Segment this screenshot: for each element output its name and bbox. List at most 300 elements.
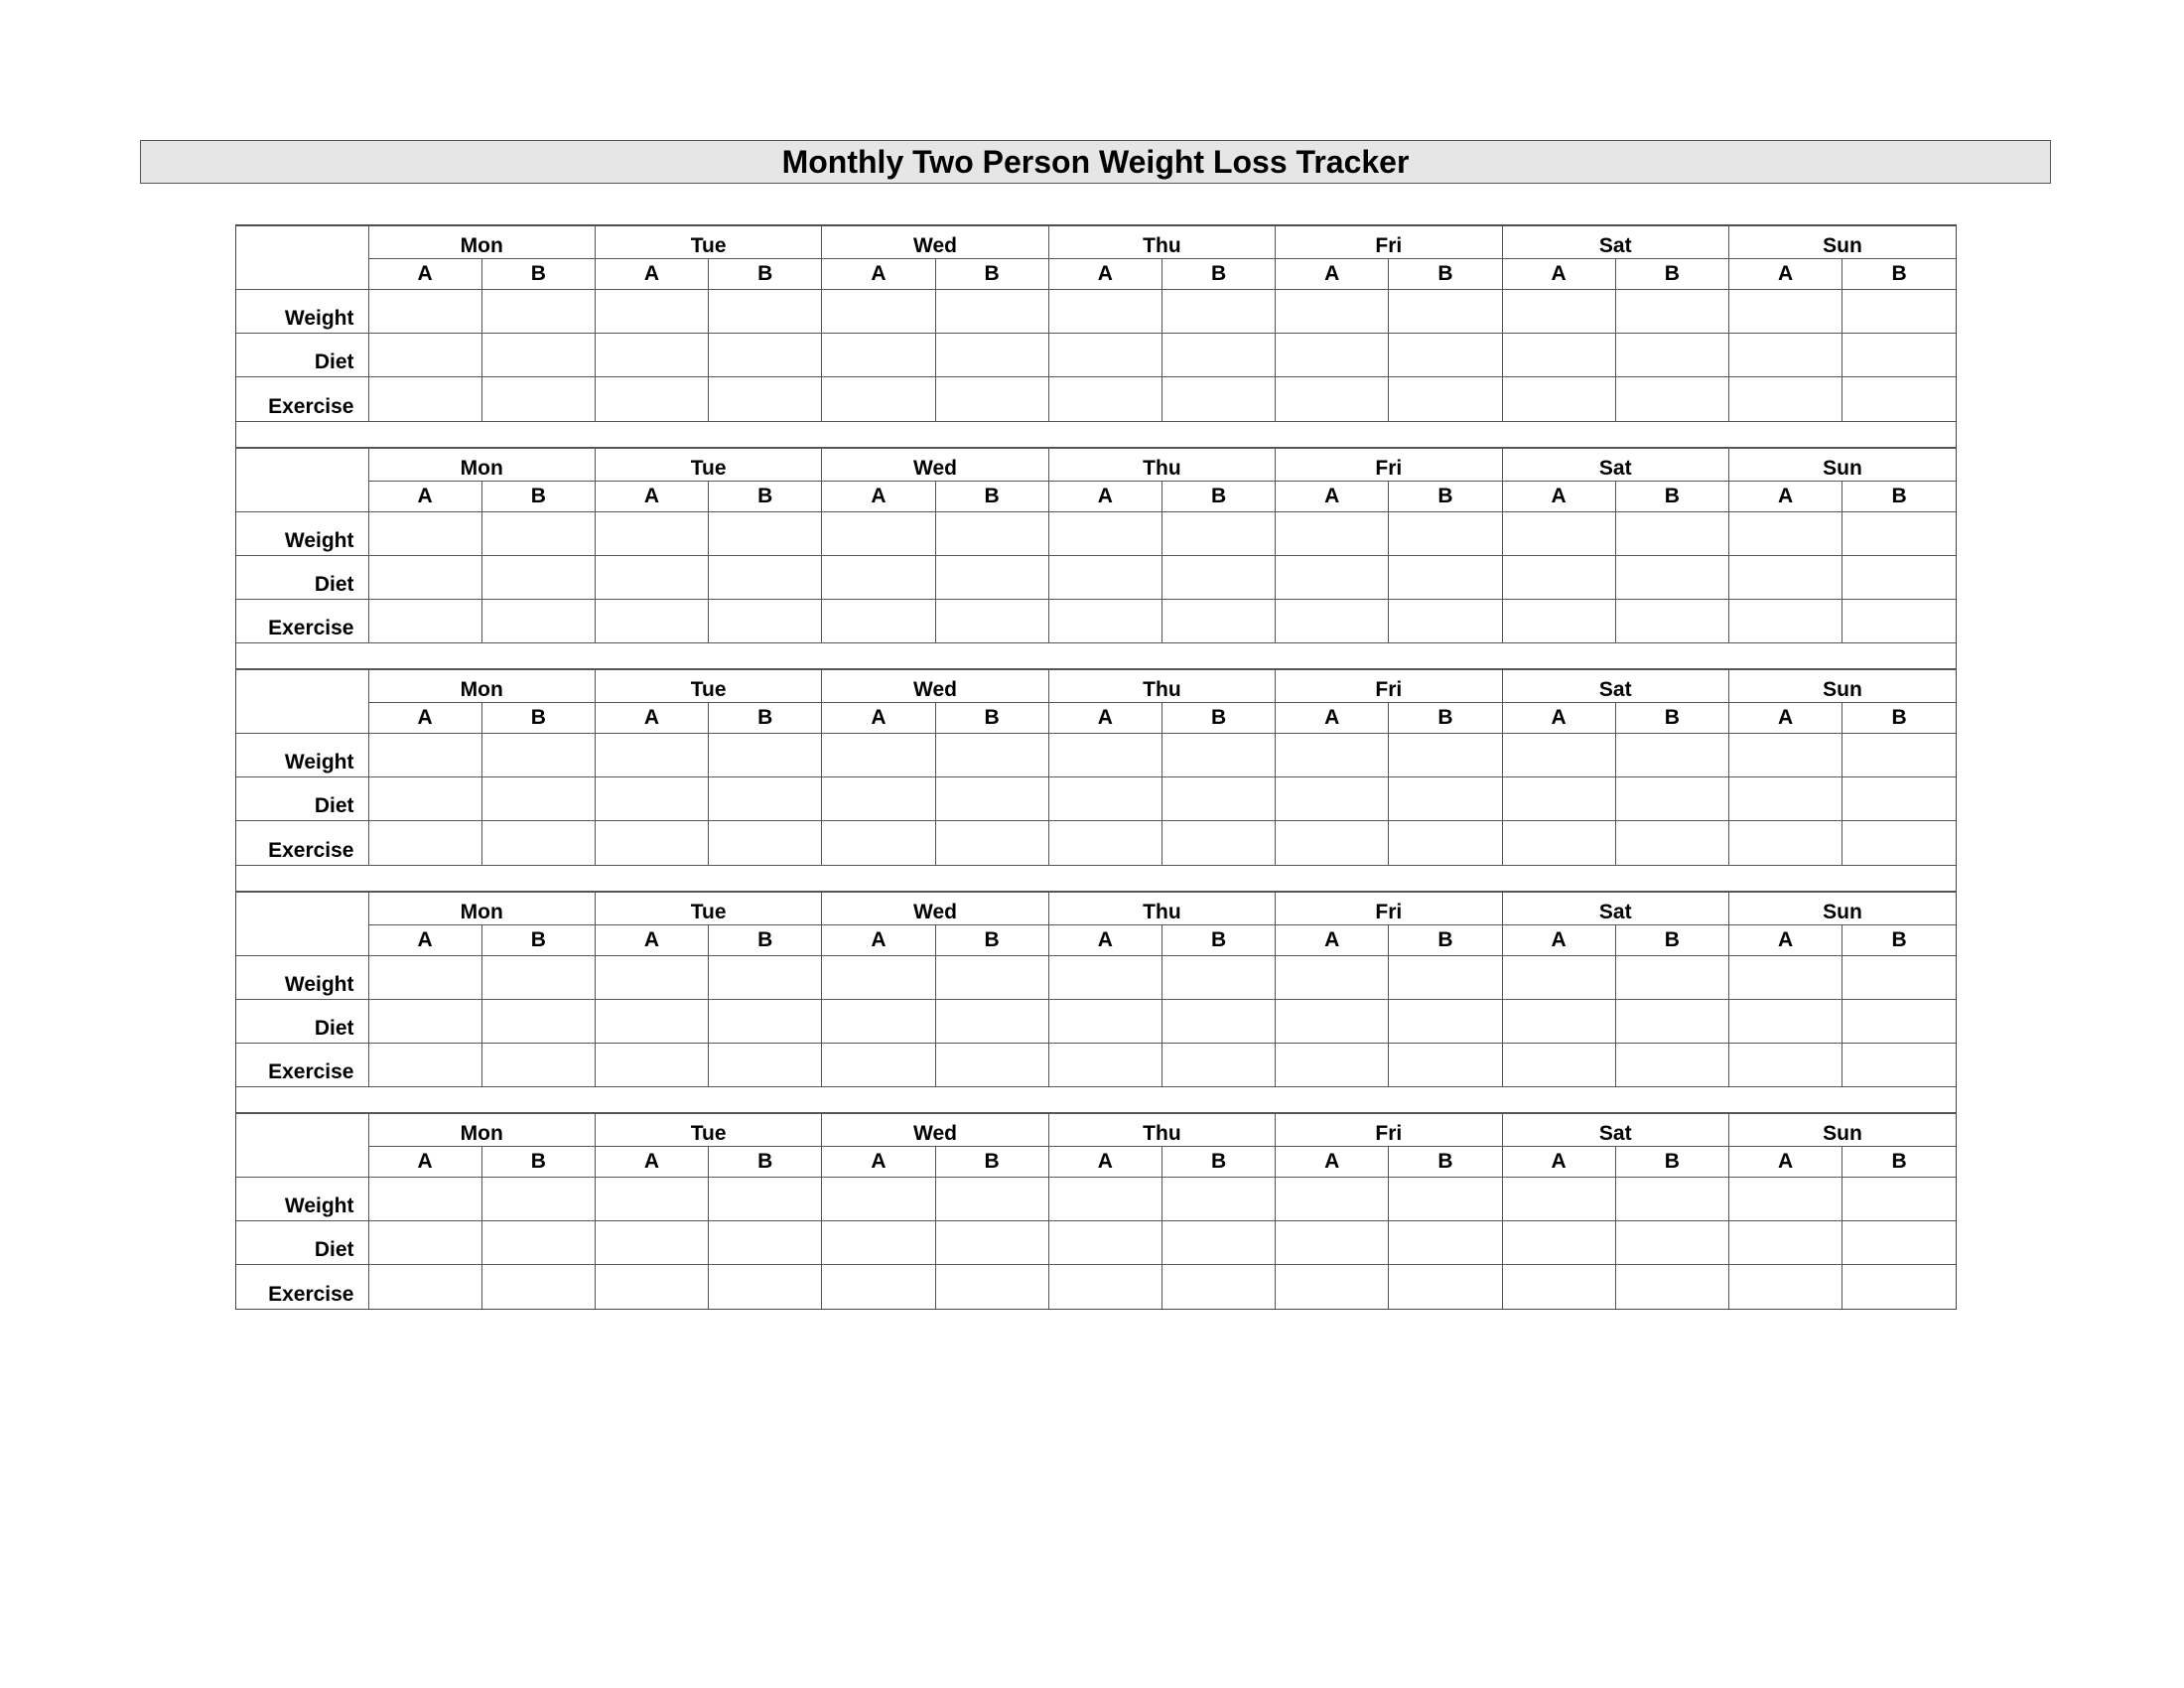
diet-entry-cell[interactable] <box>1161 1221 1275 1265</box>
weight-entry-cell[interactable] <box>1728 511 1842 555</box>
weight-entry-cell[interactable] <box>1161 955 1275 999</box>
row-label-exercise: Exercise <box>236 599 368 642</box>
weight-entry-cell[interactable] <box>822 955 935 999</box>
exercise-entry-cell[interactable] <box>595 377 708 421</box>
diet-entry-cell[interactable] <box>595 777 708 821</box>
exercise-entry-cell[interactable] <box>1502 1265 1615 1309</box>
diet-entry-cell[interactable] <box>481 555 595 599</box>
diet-entry-cell[interactable] <box>1728 999 1842 1043</box>
exercise-entry-cell[interactable] <box>1161 1043 1275 1086</box>
person-header: A <box>1276 924 1389 955</box>
day-header: Fri <box>1276 670 1502 703</box>
day-header: Sat <box>1502 1114 1728 1147</box>
diet-entry-cell[interactable] <box>1276 999 1389 1043</box>
weight-entry-cell[interactable] <box>1389 511 1502 555</box>
diet-entry-cell[interactable] <box>1728 555 1842 599</box>
exercise-entry-cell[interactable] <box>1161 1265 1275 1309</box>
person-header: B <box>709 703 822 734</box>
diet-entry-cell[interactable] <box>822 334 935 377</box>
exercise-entry-cell[interactable] <box>1389 1043 1502 1086</box>
person-header: B <box>1615 1147 1728 1178</box>
exercise-entry-cell[interactable] <box>481 821 595 865</box>
exercise-entry-cell[interactable] <box>709 377 822 421</box>
exercise-entry-cell[interactable] <box>935 377 1048 421</box>
exercise-entry-cell[interactable] <box>368 1265 481 1309</box>
exercise-entry-cell[interactable] <box>1276 821 1389 865</box>
exercise-entry-cell[interactable] <box>595 599 708 642</box>
diet-entry-cell[interactable] <box>1502 999 1615 1043</box>
weight-entry-cell[interactable] <box>1615 734 1728 777</box>
exercise-entry-cell[interactable] <box>1389 821 1502 865</box>
person-header: B <box>709 259 822 290</box>
day-header: Sat <box>1502 670 1728 703</box>
weight-entry-cell[interactable] <box>368 1178 481 1221</box>
day-header: Wed <box>822 226 1048 259</box>
exercise-entry-cell[interactable] <box>1728 1043 1842 1086</box>
row-label-diet: Diet <box>236 334 368 377</box>
row-label-diet: Diet <box>236 1221 368 1265</box>
weight-entry-cell[interactable] <box>1843 734 1956 777</box>
weight-entry-cell[interactable] <box>1615 1178 1728 1221</box>
person-header: B <box>481 481 595 511</box>
exercise-entry-cell[interactable] <box>595 1265 708 1309</box>
row-label-exercise: Exercise <box>236 821 368 865</box>
diet-entry-cell[interactable] <box>1843 1221 1956 1265</box>
diet-entry-cell[interactable] <box>1389 555 1502 599</box>
person-header: A <box>1048 924 1161 955</box>
diet-entry-cell[interactable] <box>1276 334 1389 377</box>
day-header: Tue <box>595 226 821 259</box>
diet-entry-cell[interactable] <box>368 999 481 1043</box>
exercise-entry-cell[interactable] <box>1161 821 1275 865</box>
weight-entry-cell[interactable] <box>1276 955 1389 999</box>
exercise-entry-cell[interactable] <box>368 599 481 642</box>
weight-entry-cell[interactable] <box>1502 734 1615 777</box>
diet-entry-cell[interactable] <box>1389 334 1502 377</box>
diet-entry-cell[interactable] <box>822 555 935 599</box>
diet-entry-cell[interactable] <box>481 777 595 821</box>
exercise-entry-cell[interactable] <box>481 599 595 642</box>
exercise-entry-cell[interactable] <box>1276 599 1389 642</box>
diet-entry-cell[interactable] <box>595 1221 708 1265</box>
exercise-entry-cell[interactable] <box>1161 377 1275 421</box>
diet-entry-cell[interactable] <box>1048 555 1161 599</box>
diet-entry-cell[interactable] <box>1615 1221 1728 1265</box>
weight-entry-cell[interactable] <box>481 734 595 777</box>
exercise-entry-cell[interactable] <box>1843 599 1956 642</box>
weight-entry-cell[interactable] <box>1502 955 1615 999</box>
person-header: B <box>1389 481 1502 511</box>
exercise-entry-cell[interactable] <box>1728 1265 1842 1309</box>
exercise-entry-cell[interactable] <box>1615 1043 1728 1086</box>
person-header: B <box>1615 924 1728 955</box>
diet-entry-cell[interactable] <box>481 1221 595 1265</box>
weight-entry-cell[interactable] <box>1389 734 1502 777</box>
day-header: Thu <box>1048 226 1275 259</box>
week-separator <box>236 642 1956 669</box>
weight-entry-cell[interactable] <box>1276 290 1389 334</box>
exercise-entry-cell[interactable] <box>1161 599 1275 642</box>
exercise-entry-cell[interactable] <box>1728 599 1842 642</box>
weight-entry-cell[interactable] <box>595 955 708 999</box>
day-header: Fri <box>1276 1114 1502 1147</box>
diet-entry-cell[interactable] <box>709 334 822 377</box>
diet-entry-cell[interactable] <box>481 334 595 377</box>
diet-entry-cell[interactable] <box>935 777 1048 821</box>
weight-entry-cell[interactable] <box>1276 734 1389 777</box>
diet-entry-cell[interactable] <box>1615 777 1728 821</box>
weight-entry-cell[interactable] <box>935 955 1048 999</box>
day-header: Wed <box>822 448 1048 481</box>
weight-entry-cell[interactable] <box>368 955 481 999</box>
diet-entry-cell[interactable] <box>1161 334 1275 377</box>
weight-entry-cell[interactable] <box>1161 734 1275 777</box>
week-separator <box>236 421 1956 448</box>
diet-entry-cell[interactable] <box>595 334 708 377</box>
diet-entry-cell[interactable] <box>1048 777 1161 821</box>
person-header: B <box>709 924 822 955</box>
exercise-entry-cell[interactable] <box>481 377 595 421</box>
person-header: A <box>1728 481 1842 511</box>
person-header: B <box>1843 924 1956 955</box>
diet-entry-cell[interactable] <box>1843 555 1956 599</box>
person-header: A <box>595 924 708 955</box>
exercise-entry-cell[interactable] <box>1048 1043 1161 1086</box>
person-header: A <box>822 481 935 511</box>
row-label-diet: Diet <box>236 999 368 1043</box>
person-header: A <box>595 703 708 734</box>
exercise-entry-cell[interactable] <box>1615 821 1728 865</box>
person-header: B <box>1615 703 1728 734</box>
exercise-entry-cell[interactable] <box>1048 377 1161 421</box>
diet-entry-cell[interactable] <box>368 334 481 377</box>
exercise-entry-cell[interactable] <box>1389 1265 1502 1309</box>
person-header: B <box>1843 1147 1956 1178</box>
diet-entry-cell[interactable] <box>822 777 935 821</box>
weight-entry-cell[interactable] <box>481 955 595 999</box>
weight-entry-cell[interactable] <box>1161 290 1275 334</box>
weight-entry-cell[interactable] <box>1161 1178 1275 1221</box>
person-header: A <box>1502 481 1615 511</box>
diet-entry-cell[interactable] <box>1843 334 1956 377</box>
exercise-entry-cell[interactable] <box>595 821 708 865</box>
person-header: A <box>1276 259 1389 290</box>
weight-entry-cell[interactable] <box>1728 1178 1842 1221</box>
weight-entry-cell[interactable] <box>1728 955 1842 999</box>
day-header: Tue <box>595 892 821 924</box>
weight-entry-cell[interactable] <box>1389 955 1502 999</box>
diet-entry-cell[interactable] <box>822 1221 935 1265</box>
exercise-entry-cell[interactable] <box>822 377 935 421</box>
diet-entry-cell[interactable] <box>368 777 481 821</box>
weight-entry-cell[interactable] <box>1843 1178 1956 1221</box>
day-header: Tue <box>595 670 821 703</box>
weight-entry-cell[interactable] <box>935 734 1048 777</box>
day-header: Wed <box>822 1114 1048 1147</box>
diet-entry-cell[interactable] <box>1161 777 1275 821</box>
diet-entry-cell[interactable] <box>1389 777 1502 821</box>
exercise-entry-cell[interactable] <box>1843 1265 1956 1309</box>
person-header: A <box>595 259 708 290</box>
person-header: A <box>1728 1147 1842 1178</box>
diet-entry-cell[interactable] <box>1048 999 1161 1043</box>
person-header: B <box>1389 924 1502 955</box>
exercise-entry-cell[interactable] <box>709 1265 822 1309</box>
weight-entry-cell[interactable] <box>709 1178 822 1221</box>
person-header: A <box>1502 703 1615 734</box>
weight-entry-cell[interactable] <box>1502 1178 1615 1221</box>
exercise-entry-cell[interactable] <box>595 1043 708 1086</box>
exercise-entry-cell[interactable] <box>1615 1265 1728 1309</box>
exercise-entry-cell[interactable] <box>1502 377 1615 421</box>
weight-entry-cell[interactable] <box>822 511 935 555</box>
exercise-entry-cell[interactable] <box>481 1265 595 1309</box>
diet-entry-cell[interactable] <box>935 999 1048 1043</box>
week-table <box>236 1113 1956 1309</box>
day-header: Sat <box>1502 448 1728 481</box>
exercise-entry-cell[interactable] <box>1615 377 1728 421</box>
exercise-entry-cell[interactable] <box>1728 821 1842 865</box>
day-header: Sun <box>1728 448 1956 481</box>
diet-entry-cell[interactable] <box>1502 777 1615 821</box>
exercise-entry-cell[interactable] <box>1728 377 1842 421</box>
row-label-diet: Diet <box>236 555 368 599</box>
weight-entry-cell[interactable] <box>709 290 822 334</box>
diet-entry-cell[interactable] <box>1843 999 1956 1043</box>
diet-entry-cell[interactable] <box>1502 555 1615 599</box>
person-header: A <box>1048 1147 1161 1178</box>
corner-cell <box>236 892 368 955</box>
person-header: B <box>1389 1147 1502 1178</box>
person-header: A <box>595 481 708 511</box>
person-header: A <box>1502 259 1615 290</box>
weight-entry-cell[interactable] <box>481 511 595 555</box>
person-header: A <box>368 924 481 955</box>
exercise-entry-cell[interactable] <box>1502 821 1615 865</box>
person-header: A <box>822 1147 935 1178</box>
diet-entry-cell[interactable] <box>1048 1221 1161 1265</box>
exercise-entry-cell[interactable] <box>1276 1043 1389 1086</box>
week-table <box>236 892 1956 1087</box>
weight-entry-cell[interactable] <box>1502 511 1615 555</box>
exercise-entry-cell[interactable] <box>481 1043 595 1086</box>
weight-entry-cell[interactable] <box>1615 511 1728 555</box>
diet-entry-cell[interactable] <box>1276 555 1389 599</box>
weight-entry-cell[interactable] <box>1161 511 1275 555</box>
diet-entry-cell[interactable] <box>1843 777 1956 821</box>
diet-entry-cell[interactable] <box>1276 1221 1389 1265</box>
page-title: Monthly Two Person Weight Loss Tracker <box>140 140 2051 184</box>
person-header: B <box>1161 924 1275 955</box>
weight-entry-cell[interactable] <box>822 290 935 334</box>
diet-entry-cell[interactable] <box>822 999 935 1043</box>
diet-entry-cell[interactable] <box>1728 1221 1842 1265</box>
person-header: A <box>822 259 935 290</box>
weight-entry-cell[interactable] <box>1615 955 1728 999</box>
day-header: Fri <box>1276 892 1502 924</box>
diet-entry-cell[interactable] <box>935 334 1048 377</box>
day-header: Thu <box>1048 1114 1275 1147</box>
exercise-entry-cell[interactable] <box>1048 1265 1161 1309</box>
diet-entry-cell[interactable] <box>709 1221 822 1265</box>
person-header: B <box>709 1147 822 1178</box>
person-header: B <box>1843 481 1956 511</box>
diet-entry-cell[interactable] <box>1276 777 1389 821</box>
person-header: A <box>1502 1147 1615 1178</box>
exercise-entry-cell[interactable] <box>1843 377 1956 421</box>
exercise-entry-cell[interactable] <box>368 1043 481 1086</box>
exercise-entry-cell[interactable] <box>1502 599 1615 642</box>
diet-entry-cell[interactable] <box>935 1221 1048 1265</box>
person-header: A <box>1728 259 1842 290</box>
person-header: A <box>1048 703 1161 734</box>
exercise-entry-cell[interactable] <box>1615 599 1728 642</box>
weight-entry-cell[interactable] <box>1048 511 1161 555</box>
weight-entry-cell[interactable] <box>368 290 481 334</box>
diet-entry-cell[interactable] <box>1502 334 1615 377</box>
exercise-entry-cell[interactable] <box>1276 377 1389 421</box>
day-header: Mon <box>368 1114 595 1147</box>
exercise-entry-cell[interactable] <box>709 1043 822 1086</box>
weight-entry-cell[interactable] <box>935 290 1048 334</box>
weight-entry-cell[interactable] <box>1728 734 1842 777</box>
diet-entry-cell[interactable] <box>368 1221 481 1265</box>
diet-entry-cell[interactable] <box>1161 999 1275 1043</box>
weight-entry-cell[interactable] <box>1843 511 1956 555</box>
diet-entry-cell[interactable] <box>368 555 481 599</box>
person-header: A <box>368 1147 481 1178</box>
weight-entry-cell[interactable] <box>1276 1178 1389 1221</box>
exercise-entry-cell[interactable] <box>1048 599 1161 642</box>
person-header: A <box>1728 703 1842 734</box>
diet-entry-cell[interactable] <box>1728 334 1842 377</box>
diet-entry-cell[interactable] <box>1389 999 1502 1043</box>
person-header: A <box>1276 481 1389 511</box>
diet-entry-cell[interactable] <box>481 999 595 1043</box>
day-header: Mon <box>368 448 595 481</box>
weight-entry-cell[interactable] <box>1843 290 1956 334</box>
person-header: B <box>935 924 1048 955</box>
diet-entry-cell[interactable] <box>709 999 822 1043</box>
exercise-entry-cell[interactable] <box>368 821 481 865</box>
person-header: A <box>1502 924 1615 955</box>
exercise-entry-cell[interactable] <box>935 1265 1048 1309</box>
exercise-entry-cell[interactable] <box>1276 1265 1389 1309</box>
diet-entry-cell[interactable] <box>1161 555 1275 599</box>
person-header: B <box>481 1147 595 1178</box>
diet-entry-cell[interactable] <box>709 777 822 821</box>
weight-entry-cell[interactable] <box>1276 511 1389 555</box>
weight-entry-cell[interactable] <box>709 511 822 555</box>
weight-entry-cell[interactable] <box>709 734 822 777</box>
exercise-entry-cell[interactable] <box>1389 377 1502 421</box>
weight-entry-cell[interactable] <box>1048 290 1161 334</box>
exercise-entry-cell[interactable] <box>1502 1043 1615 1086</box>
weight-entry-cell[interactable] <box>1389 290 1502 334</box>
exercise-entry-cell[interactable] <box>935 1043 1048 1086</box>
person-header: B <box>1161 259 1275 290</box>
exercise-entry-cell[interactable] <box>935 821 1048 865</box>
day-header: Wed <box>822 670 1048 703</box>
day-header: Sun <box>1728 892 1956 924</box>
exercise-entry-cell[interactable] <box>1389 599 1502 642</box>
exercise-entry-cell[interactable] <box>822 821 935 865</box>
exercise-entry-cell[interactable] <box>822 1043 935 1086</box>
person-header: B <box>1161 703 1275 734</box>
person-header: A <box>368 481 481 511</box>
diet-entry-cell[interactable] <box>1615 999 1728 1043</box>
weight-entry-cell[interactable] <box>368 734 481 777</box>
exercise-entry-cell[interactable] <box>1843 821 1956 865</box>
weight-entry-cell[interactable] <box>1389 1178 1502 1221</box>
diet-entry-cell[interactable] <box>935 555 1048 599</box>
weight-entry-cell[interactable] <box>935 511 1048 555</box>
weight-entry-cell[interactable] <box>481 1178 595 1221</box>
weight-entry-cell[interactable] <box>1048 955 1161 999</box>
row-label-weight: Weight <box>236 290 368 334</box>
weight-entry-cell[interactable] <box>1048 1178 1161 1221</box>
diet-entry-cell[interactable] <box>709 555 822 599</box>
corner-cell <box>236 1114 368 1178</box>
row-label-weight: Weight <box>236 734 368 777</box>
day-header: Thu <box>1048 448 1275 481</box>
weight-entry-cell[interactable] <box>935 1178 1048 1221</box>
exercise-entry-cell[interactable] <box>1048 821 1161 865</box>
diet-entry-cell[interactable] <box>1615 555 1728 599</box>
exercise-entry-cell[interactable] <box>822 1265 935 1309</box>
weight-entry-cell[interactable] <box>709 955 822 999</box>
weight-entry-cell[interactable] <box>595 1178 708 1221</box>
weight-entry-cell[interactable] <box>368 511 481 555</box>
diet-entry-cell[interactable] <box>595 555 708 599</box>
weight-entry-cell[interactable] <box>1502 290 1615 334</box>
exercise-entry-cell[interactable] <box>1843 1043 1956 1086</box>
weight-entry-cell[interactable] <box>1615 290 1728 334</box>
exercise-entry-cell[interactable] <box>709 821 822 865</box>
person-header: B <box>935 259 1048 290</box>
diet-entry-cell[interactable] <box>1389 1221 1502 1265</box>
person-header: A <box>1728 924 1842 955</box>
weight-entry-cell[interactable] <box>481 290 595 334</box>
person-header: B <box>1615 259 1728 290</box>
exercise-entry-cell[interactable] <box>368 377 481 421</box>
weight-entry-cell[interactable] <box>1843 955 1956 999</box>
exercise-entry-cell[interactable] <box>822 599 935 642</box>
exercise-entry-cell[interactable] <box>709 599 822 642</box>
person-header: B <box>709 481 822 511</box>
row-label-weight: Weight <box>236 511 368 555</box>
exercise-entry-cell[interactable] <box>935 599 1048 642</box>
weight-entry-cell[interactable] <box>1728 290 1842 334</box>
day-header: Fri <box>1276 226 1502 259</box>
weight-entry-cell[interactable] <box>822 1178 935 1221</box>
diet-entry-cell[interactable] <box>1048 334 1161 377</box>
row-label-weight: Weight <box>236 1178 368 1221</box>
weight-entry-cell[interactable] <box>595 734 708 777</box>
diet-entry-cell[interactable] <box>1615 334 1728 377</box>
person-header: A <box>368 703 481 734</box>
weight-entry-cell[interactable] <box>595 511 708 555</box>
weight-entry-cell[interactable] <box>822 734 935 777</box>
diet-entry-cell[interactable] <box>595 999 708 1043</box>
row-label-exercise: Exercise <box>236 1265 368 1309</box>
weight-entry-cell[interactable] <box>1048 734 1161 777</box>
day-header: Sat <box>1502 226 1728 259</box>
diet-entry-cell[interactable] <box>1728 777 1842 821</box>
diet-entry-cell[interactable] <box>1502 1221 1615 1265</box>
person-header: B <box>935 481 1048 511</box>
weight-entry-cell[interactable] <box>595 290 708 334</box>
